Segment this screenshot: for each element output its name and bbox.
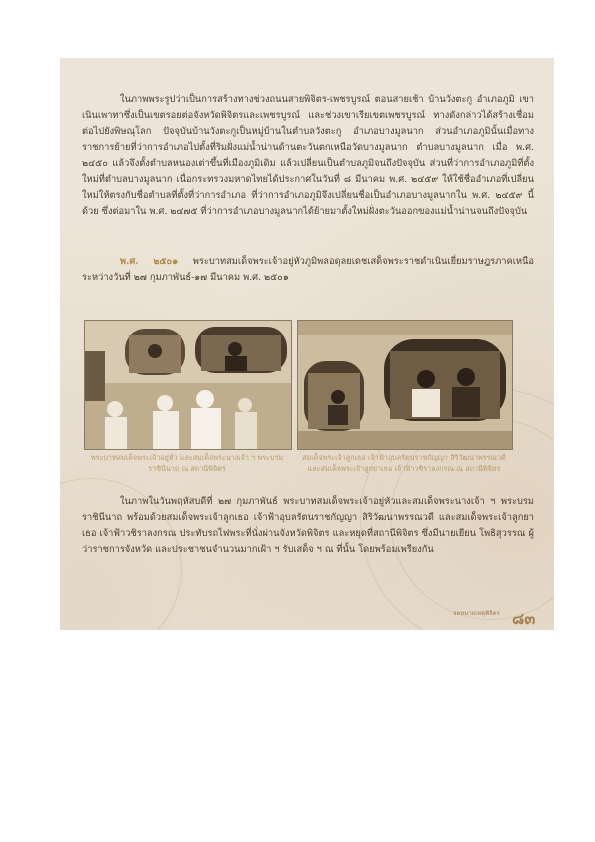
paragraph-2: [82, 254, 534, 286]
photo-illustration: [298, 321, 512, 449]
document-page: [60, 58, 554, 630]
photo-illustration: [85, 321, 291, 449]
photo-caption-2: สมเด็จพระเจ้าลูกเธอ เจ้าฟ้าอุบลรัตนราชกัญญา สิริวัฒนาพรรณวดี และสมเด็จพระเจ้าลูกยาเธอ เจ้าฟ้าวชิราลงกรณ ณ สถานีพิจิตร: [302, 453, 506, 473]
photo-royal-couple-train: [84, 320, 292, 450]
footer-label: จดหมายเหตุพิจิตร: [453, 610, 500, 617]
photo-caption-1: พระบาทสมเด็จพระเจ้าอยู่หัว และสมเด็จพระนางเจ้า ฯ พระบรมราชินีนาถ ณ สถานีพิจิตร: [90, 453, 284, 473]
paragraph-1: ในภาพพระรูปว่าเป็นการสร้างทางช่วงถนนสายพิจิตร-เพชรบูรณ์ ตอนสายเช้า บ้านวังตะกู อำเภอภูมิ เขาเนินเพาทาซึ่งเป็นเขตรอยต่อจังหวัดพิจิตรและเพชรบูรณ์ และช่วงเขาเรียเขตเพชรบูรณ์ ทางดังกล่าวได้สร้างเชื่อมต่อไปยังพิษณุโลก ปัจจุบันบ้านวังตะกูเป็นหมู่บ้านในตำบลวังตะกู อำเภอบางมูลนาก ส่วนอำเภอภูมินั้นเมื่อทางราชการย้ายที่ว่าการอำเภอไปตั้งที่ริมฝั่งแม่น้ำน่านด้านตะวันตกเหนือวัดบางมูลนาก ตำบลบางมูลนาก เมื่อ พ.ศ. ๒๔๕๐ แล้วจึงตั้งตำบลหนองเต่าขึ้นที่เมืองภูมิเดิม แล้วเปลี่ยนเป็นตำบลภูมิจนถึงปัจจุบัน ส่วนที่ว่าการอำเภอภูมิที่ตั้งใหม่ที่ตำบลบางมูลนาก เนื่อกระทรวงมหาดไทยได้ประกาศในวันที่ ๘ มีนาคม พ.ศ. ๒๔๕๙ ให้ใช้ชื่ออำเภอที่เปลี่ยนใหม่ให้ตรงกับชื่อตำบลที่ตั้งที่ว่าการอำเภอ ที่ว่าการอำเภอภูมิจึงเปลี่ยนชื่อเป็นอำเภอบางมูลนากใน พ.ศ. ๒๔๕๙ นี้ด้วย ซึ่งต่อมาใน พ.ศ. ๒๔๗๕ ที่ว่าการอำเภอบางมูลนากได้ย้ายมาตั้งใหม่ฝั่งตะวันออกของแม่น้ำน่านจนถึงปัจจุบัน: [82, 94, 534, 217]
paragraph-2-year: พ.ศ. ๒๕๐๑: [120, 256, 179, 267]
paragraph-3: ในภาพในวันพฤหัสบดีที่ ๒๗ กุมภาพันธ์ พระบาทสมเด็จพระเจ้าอยู่หัวและสมเด็จพระนางเจ้า ฯ พระบรมราชินีนาถ พร้อมด้วยสมเด็จพระเจ้าลูกเธอ เจ้าฟ้าอุบลรัตนราชกัญญา สิริวัฒนาพรรณวดี และสมเด็จพระเจ้าลูกยาเธอ เจ้าฟ้าวชิราลงกรณ ประทับรถไฟพระที่นั่งผ่านจังหวัดพิจิตร และหยุดที่สถานีพิจิตร ซึ่งมีนายเยียน โพธิสุวรรณ ผู้ว่าราชการจังหวัด และประชาชนจำนวนมากเฝ้า ฯ รับเสด็จ ฯ ณ ที่นั้น โดยพร้อมเพรียงกัน: [82, 496, 534, 555]
page-number: ๘๓: [512, 609, 536, 628]
paragraph-2-text: พระบาทสมเด็จพระเจ้าอยู่หัวภูมิพลอดุลยเดชเสด็จพระราชดำเนินเยี่ยมราษฎรภาคเหนือ ระหว่างวันที่ ๒๗ กุมภาพันธ์-๑๗ มีนาคม พ.ศ. ๒๕๐๑: [82, 256, 534, 283]
photo-royal-children-train: [297, 320, 513, 450]
